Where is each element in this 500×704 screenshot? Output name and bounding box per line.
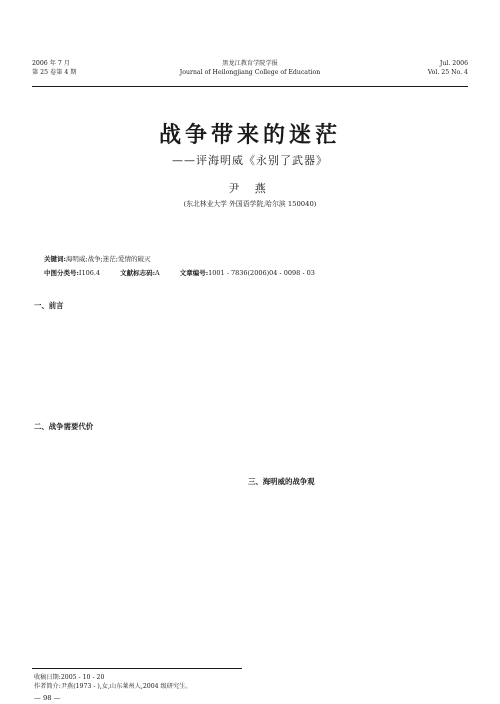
journal-name-zh: 黑龙江教育学院学报 [222,60,278,67]
issue-date: 2006 年 7 月 [32,60,70,67]
article-number-label: 文章编号: [179,269,209,277]
journal-name-en: Journal of Heilongjiang College of Education [179,68,321,76]
header-rule [32,86,468,87]
journal-date-volume-en [350,60,468,86]
document-code-label: 文献标志码: [120,269,155,277]
clc-number [44,268,100,277]
footnote-rule [32,668,242,669]
issue-date-en: Jul. 2006 [439,60,468,67]
article-number-value: 1001 - 7836(2006)04 - 0098 - 03 [208,269,315,277]
journal-name [150,60,350,86]
author-bio: 作者简介:尹燕(1973 - ),女,山东莱州人,2004 级研究生。 [34,683,192,690]
author-affiliation: (东北林业大学 外国语学院,哈尔滨 150040) [183,200,317,208]
document-code-value: A [155,269,160,277]
article-title: 战争带来的迷茫 [158,122,341,148]
keywords [44,254,460,263]
clc-label: 中图分类号: [44,269,79,277]
received-date: 收稿日期:2005 - 10 - 20 [34,674,105,681]
keywords-label: 关键词: [44,255,66,263]
page-number: — 98 — [34,694,61,702]
section-heading-war-view: 三、海明威的战争观 [248,477,315,486]
author-name: 尹 燕 [228,182,272,195]
volume-number-en: Vol. 25 No. 4 [427,68,468,76]
clc-value: I106.4 [78,269,101,277]
article-number [180,268,315,277]
section-heading-introduction: 一、前言 [34,301,64,310]
keywords-text: 海明威;战争;迷茫;爱情的破灭 [65,255,151,263]
classification-row [44,268,460,277]
document-code [120,268,160,277]
journal-date-volume [32,60,142,86]
article-subtitle: ——评海明威《永别了武器》 [172,154,328,167]
section-heading-war-price: 二、战争需要代价 [34,422,94,431]
volume-number: 第 25 卷第 4 期 [32,68,77,76]
